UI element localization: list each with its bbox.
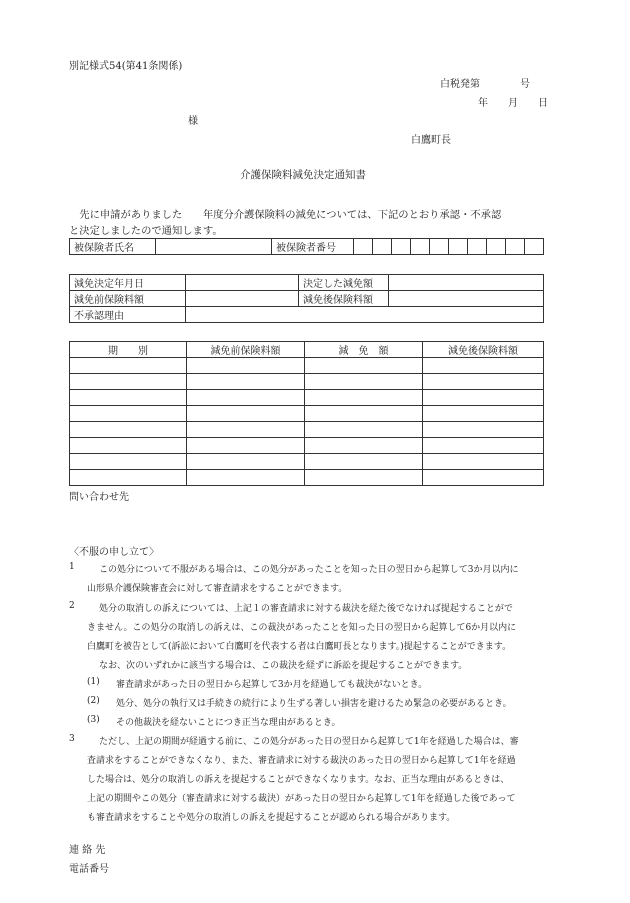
item-text: きません。この処分の取消しの訴えは、この裁決があったことを知った日の翌日から起算して6か月以内に [87, 623, 517, 633]
before-amount-header: 減免前保険料額 [187, 342, 305, 358]
table-row [70, 390, 544, 406]
item-number: 1 [69, 562, 75, 572]
item-text: も審査請求をすることや処分の取消しの訴えを提起することが認められる場合があります。 [87, 813, 456, 823]
insured-table [69, 238, 544, 255]
table-row [70, 470, 544, 486]
table-row [70, 374, 544, 390]
reduction-header: 減 免 額 [305, 342, 423, 358]
table-row [70, 358, 544, 374]
reject-reason-value [186, 307, 544, 323]
item-text: 上記の期間やこの処分（審査請求に対する裁決）があった日の翌日から起算して1年を経過した後であって [87, 794, 516, 804]
table-row [70, 438, 544, 454]
table-row [70, 406, 544, 422]
table-row [70, 422, 544, 438]
form-number: 別記様式54(第41条関係) [69, 61, 183, 72]
intro-line-2: と決定しましたので通知します。 [69, 225, 223, 237]
decision-date-value [186, 275, 299, 291]
item-text: 白鷹町を被告として(訴訟において白鷹町を代表する者は白鷹町長となります。)提起することができます。 [87, 642, 512, 652]
table-row [70, 454, 544, 470]
contact-label: 連 絡 先 [69, 845, 106, 856]
insured-number-digit [430, 239, 449, 255]
phone-label: 電話番号 [69, 864, 109, 875]
inquiry-label: 問い合わせ先 [69, 492, 129, 503]
reject-reason-label: 不承認理由 [70, 307, 186, 323]
decision-amount-label: 決定した減免額 [299, 275, 389, 291]
after-amount-header: 減免後保険料額 [423, 342, 544, 358]
insured-number-digit [449, 239, 468, 255]
item-number: (2) [87, 696, 100, 706]
insured-number-digit [525, 239, 544, 255]
item-text: 審査請求があった日の翌日から起算して3か月を経過しても裁決がないとき。 [116, 680, 428, 690]
item-number: (3) [87, 715, 100, 725]
item-text: 処分の取消しの訴えについては、上記１の審査請求に対する裁決を経た後でなければ提起することがで [99, 604, 513, 614]
item-text: した場合は、処分の取消しの訴えを提起することができなくなります。なお、正当な理由があるときは、 [87, 775, 510, 785]
insured-number-digit [373, 239, 392, 255]
item-text: ただし、上記の期間が経過する前に、この処分があった日の翌日から起算して1年を経過した場合は、審 [99, 737, 519, 747]
appeal-heading: 〈不服の申し立て〉 [69, 547, 159, 558]
decision-date-label: 減免決定年月日 [70, 275, 186, 291]
after-amount-label: 減免後保険料額 [299, 291, 389, 307]
document-title: 介護保険料減免決定通知書 [240, 169, 366, 181]
decision-table [69, 274, 544, 323]
period-header: 期 別 [70, 342, 187, 358]
document-number: 白税発第 号 [440, 79, 530, 90]
insured-number-digit [354, 239, 373, 255]
item-number: 2 [69, 601, 75, 611]
after-amount-value [389, 291, 544, 307]
item-text: なお、次のいずれかに該当する場合は、この裁決を経ずに訴訟を提起することができます。 [99, 661, 468, 671]
insured-number-digit [506, 239, 525, 255]
insured-number-label: 被保険者番号 [272, 239, 354, 255]
item-text: この処分について不服がある場合は、この処分があったことを知った日の翌日から起算して3か月以内に [99, 565, 519, 575]
insured-number-digit [487, 239, 506, 255]
issue-date: 年 月 日 [478, 98, 548, 109]
item-text: 処分、処分の執行又は手続きの続行により生ずる著しい損害を避けるため緊急の必要があるとき。 [116, 699, 512, 709]
item-text: その他裁決を経ないことにつき正当な理由があるとき。 [116, 718, 341, 728]
recipient-suffix: 様 [188, 116, 198, 127]
period-table [69, 341, 544, 486]
intro-line-1: 先に申請がありました 年度分介護保険料の減免については、下記のとおり承認・不承認 [79, 209, 502, 221]
item-text: 山形県介護保険審査会に対して審査請求をすることができます。 [87, 584, 348, 594]
item-number: 3 [69, 734, 75, 744]
insured-number-digit [411, 239, 430, 255]
sender-name: 白鷹町長 [411, 135, 451, 146]
item-number: (1) [87, 677, 100, 687]
item-text: 査請求をすることができなくなり、また、審査請求に対する裁決のあった日の翌日から起算して1年を経過 [87, 756, 516, 766]
insured-name-value [156, 239, 272, 255]
decision-amount-value [389, 275, 544, 291]
before-amount-label: 減免前保険料額 [70, 291, 186, 307]
insured-name-label: 被保険者氏名 [70, 239, 156, 255]
insured-number-digit [468, 239, 487, 255]
insured-number-digit [392, 239, 411, 255]
before-amount-value [186, 291, 299, 307]
